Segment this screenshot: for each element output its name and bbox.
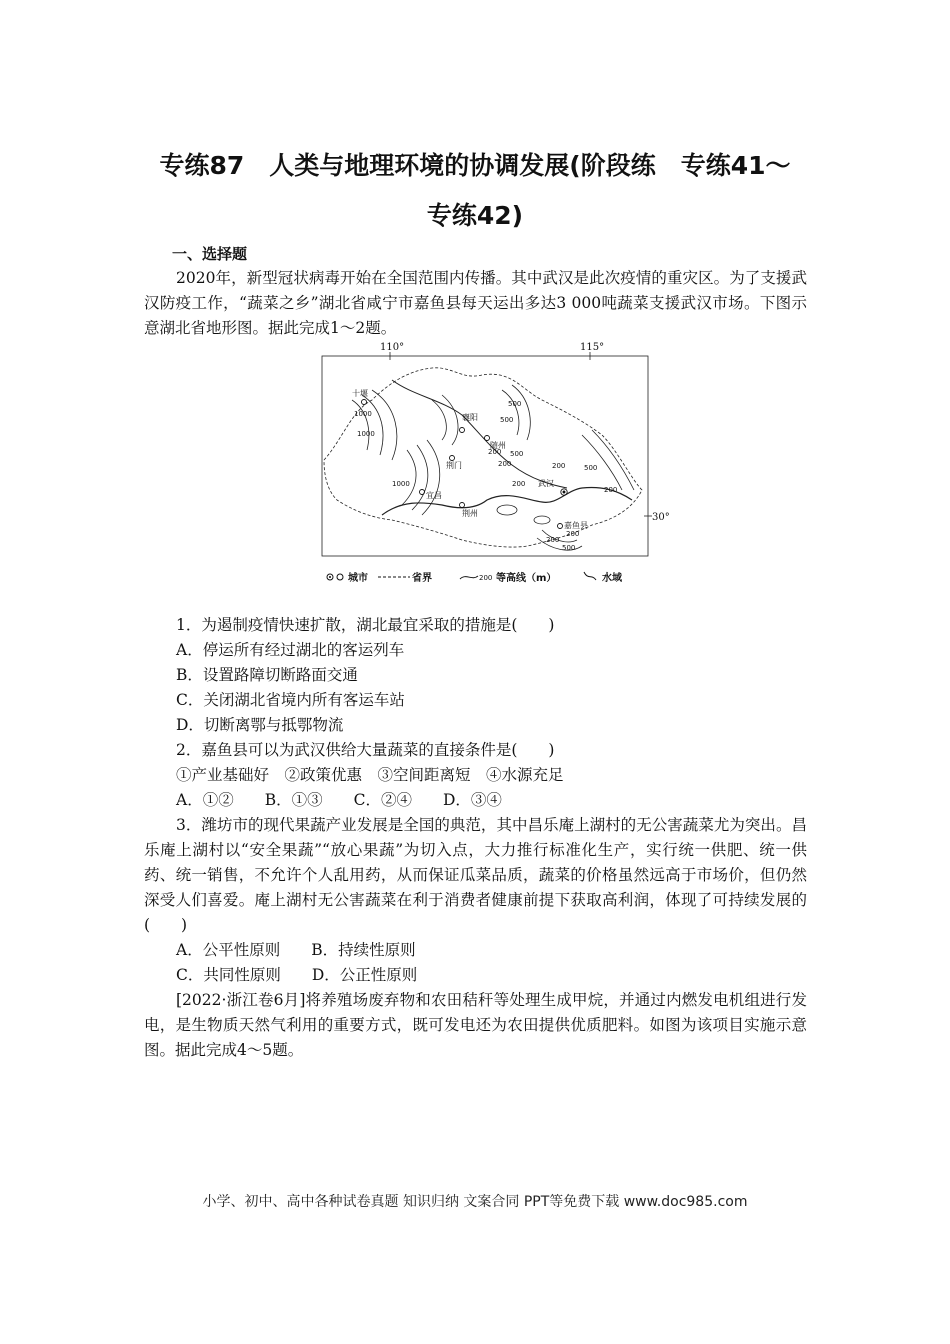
lon-label-115: 115° — [580, 342, 605, 353]
contour-label: 1000 — [354, 410, 372, 418]
q1-option-a: A．停运所有经过湖北的客运列车 — [176, 641, 405, 659]
contour-label: 500 — [510, 450, 524, 458]
city-label: 嘉鱼县 — [564, 521, 588, 530]
q3-stem: 3．潍坊市的现代果蔬产业发展是全国的典范，其中昌乐庵上湖村的无公害蔬菜尤为突出。昌乐庵上湖村以“安全果蔬”“放心果蔬”为切入点，大力推行标准化生产，实行统一供肥、统一供药、统一销售，不允许个人乱用药，从而保证瓜菜品质，蔬菜的价格虽然远高于市场价，但仍然深受人们喜爱。庵上湖村无公害蔬菜在利于消费者健康前提下获取高利润，体现了可持续发展的( ) — [144, 816, 807, 934]
lake-shape — [497, 505, 517, 515]
city-label: 襄阳 — [462, 413, 478, 422]
q3-options-row1: A．公平性原则 B．持续性原则 — [176, 941, 416, 959]
contour-label: 500 — [562, 544, 576, 552]
legend-city: 城市 — [348, 573, 368, 584]
page-title-line1: 专练87 人类与地理环境的协调发展(阶段练 专练41～ — [159, 151, 791, 180]
legend-contour: 等高线（m） — [496, 573, 557, 584]
lake-shape — [534, 516, 550, 524]
contour-label: 200 — [546, 536, 560, 544]
contour-label: 200 — [512, 480, 526, 488]
contour-label: 200 — [566, 530, 580, 538]
q1-option-c: C．关闭湖北省境内所有客运车站 — [176, 691, 405, 709]
contour-label: 200 — [488, 448, 502, 456]
contour-label: 200 — [604, 486, 618, 494]
contour-label: 500 — [508, 400, 522, 408]
q2-items: ①产业基础好 ②政策优惠 ③空间距离短 ④水源充足 — [176, 766, 564, 784]
city-label: 十堰 — [352, 389, 368, 398]
contour-label: 1000 — [392, 480, 410, 488]
contour-label: 1000 — [357, 430, 375, 438]
footer-text: 小学、初中、高中各种试卷真题 知识归纳 文案合同 PPT等免费下载 www.doc985.com — [202, 1194, 748, 1210]
lat-label-30: 30° — [652, 512, 670, 523]
province-border — [324, 368, 642, 547]
city-label: 随州 — [490, 441, 506, 450]
q1-stem: 1．为遏制疫情快速扩散，湖北最宜采取的措施是( ) — [176, 616, 555, 634]
section-heading: 一、选择题 — [172, 245, 248, 263]
q2-options: A．①② B．①③ C．②④ D．③④ — [176, 791, 502, 809]
contour-label: 200 — [552, 462, 566, 470]
map-frame — [322, 356, 648, 556]
city-label: 武汉 — [538, 479, 554, 488]
intro-paragraph: 2020年，新型冠状病毒开始在全国范围内传播。其中武汉是此次疫情的重灾区。为了支援武汉防疫工作，“蔬菜之乡”湖北省咸宁市嘉鱼县每天运出多达3 000吨蔬菜支援武汉市场。下图示意湖北省地形图。据此完成1～2题。 — [144, 269, 807, 337]
q1-option-d: D．切断离鄂与抵鄂物流 — [176, 716, 344, 734]
city-label: 荆州 — [462, 509, 478, 518]
intro2-paragraph: [2022·浙江卷6月]将养殖场废弃物和农田秸秆等处理生成甲烷，并通过内燃发电机组进行发电，是生物质天然气利用的重要方式，既可发电还为农田提供优质肥料。如图为该项目实施示意图。据此完成4～5题。 — [144, 991, 807, 1059]
contour-label: 200 — [498, 460, 512, 468]
map-legend — [327, 571, 623, 584]
legend-water: 水域 — [602, 573, 622, 584]
city-label: 宜昌 — [426, 491, 442, 500]
legend-border: 省界 — [412, 573, 432, 584]
q3-options-row2: C．共同性原则 D．公正性原则 — [176, 966, 418, 984]
q1-option-b: B．设置路障切断路面交通 — [176, 666, 358, 684]
hubei-topographic-map — [312, 340, 670, 590]
page-title-line2: 专练42) — [426, 201, 524, 230]
han-river — [392, 380, 567, 488]
contour-label: 500 — [584, 464, 598, 472]
legend-contour-sample: 200 — [479, 574, 493, 582]
lon-label-110: 110° — [380, 342, 405, 353]
contour-label: 500 — [500, 416, 514, 424]
q2-stem: 2．嘉鱼县可以为武汉供给大量蔬菜的直接条件是( ) — [176, 741, 555, 759]
city-label: 荆门 — [446, 461, 462, 470]
